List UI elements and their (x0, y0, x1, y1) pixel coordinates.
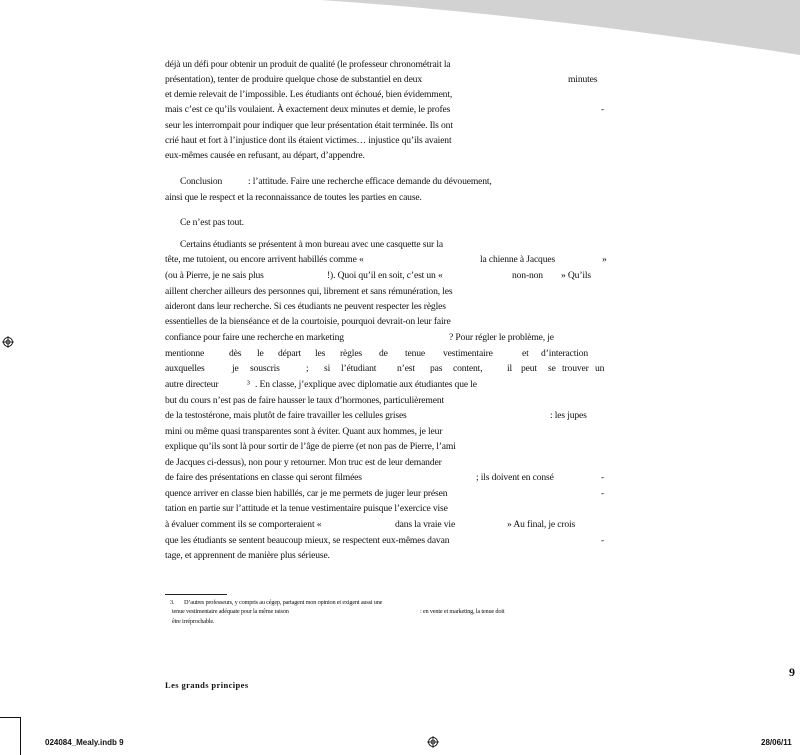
text-segment: aideront dans leur recherche. Si ces étudiants ne peuvent respecter les règles (165, 301, 446, 312)
crop-mark (0, 717, 20, 718)
text-segment: vestimentaire (443, 348, 493, 359)
text-segment: ainsi que le respect et la reconnaissance de toutes les parties en cause. (165, 192, 422, 203)
text-segment: règles (340, 348, 363, 359)
text-segment: l’étudiant (341, 363, 377, 374)
text-segment: Ce n’est pas tout. (180, 217, 244, 228)
text-segment: mentionne (165, 348, 205, 359)
footnote-marker: 3. (170, 599, 175, 606)
text-segment: : les jupes (550, 410, 587, 421)
text-segment: explique qu’ils sont là pour sortir de l’âge de pierre (et non pas de Pierre, l’ami (165, 441, 456, 452)
text-segment: je (232, 363, 239, 374)
text-segment: content, (453, 363, 483, 374)
text-segment: tête, me tutoient, ou encore arrivent habillés comme « (165, 254, 364, 265)
text-segment: si (324, 363, 331, 374)
text-segment: : l’attitude. Faire une recherche efficace demande du dévouement, (248, 176, 492, 187)
text-segment: de (379, 348, 388, 359)
text-segment: dans la vraie vie (395, 519, 456, 530)
text-segment: peut (521, 363, 537, 374)
footnote-line: être irréprochable. (172, 618, 215, 625)
text-segment: quence arriver en classe bien habillés, car je me permets de juger leur présen (165, 488, 448, 499)
text-segment: les (315, 348, 326, 359)
text-segment: trouver (562, 363, 589, 374)
text-segment: !). Quoi qu’il en soit, c’est un « (327, 270, 443, 281)
text-segment: un (595, 363, 605, 374)
text-segment: il (507, 363, 513, 374)
text-segment: mais c’est ce qu’ils voulaient. À exactement deux minutes et demie, le profes (165, 104, 451, 115)
footnote-line: D’autres professeurs, y compris au cégep, partagent mon opinion et exigent aussi une (184, 599, 383, 606)
text-segment: tenue (405, 348, 426, 359)
text-segment: - (601, 488, 605, 499)
text-segment: non-non (512, 270, 543, 281)
text-segment: confiance pour faire une recherche en marketing (165, 332, 344, 343)
text-segment: eux-mêmes causée en refusant, au départ, d’appendre. (165, 150, 365, 161)
text-segment: de Jacques ci-dessus), non pour y retourner. Mon truc est de leur demander (165, 457, 442, 468)
text-segment: autre directeur (165, 379, 219, 390)
text-segment: et (522, 348, 529, 359)
text-segment: - (601, 535, 605, 546)
text-segment: de faire des présentations en classe qui seront filmées (165, 472, 362, 483)
footnote-rule (165, 594, 227, 595)
text-segment: - (601, 104, 605, 115)
slug-date: 28/06/11 (761, 738, 792, 747)
text-segment: pas (430, 363, 443, 374)
text-segment: se (548, 363, 556, 374)
slug-filename: 024084_Mealy.indb 9 (45, 738, 124, 747)
text-segment: ? Pour régler le problème, je (449, 332, 554, 343)
page-number: 9 (789, 665, 795, 679)
footnote-line: tenue vestimentaire adéquate pour la même raison (172, 608, 289, 615)
footnote-line: : en vente et marketing, la tenue doit (420, 608, 505, 615)
text-segment: que les étudiants se sentent beaucoup mieux, se respectent eux-mêmes davan (165, 535, 450, 546)
text-segment: » Au final, je crois (507, 519, 576, 530)
registration-mark-icon (2, 336, 14, 348)
text-segment: minutes (568, 74, 598, 85)
text-segment: présentation), tenter de produire quelque chose de substantiel en deux (165, 74, 422, 85)
running-title: Les grands principes (165, 680, 249, 690)
text-segment: (ou à Pierre, je ne sais plus (165, 270, 264, 281)
header-swoosh (0, 0, 800, 60)
text-segment: essentielles de la bienséance et de la courtoisie, pourquoi devrait-on leur faire (165, 316, 451, 327)
text-segment: ; (306, 363, 309, 374)
text-segment: n’est (397, 363, 415, 374)
text-segment: mini ou même quasi transparentes sont à éviter. Quant aux hommes, je leur (165, 426, 443, 437)
text-segment: Conclusion (180, 176, 223, 187)
text-segment: à évaluer comment ils se comporteraient « (165, 519, 322, 530)
text-segment: souscris (250, 363, 280, 374)
text-segment: . En classe, j’explique avec diplomatie aux étudiantes que le (255, 379, 477, 390)
registration-mark-icon (427, 736, 439, 748)
text-segment: auxquelles (165, 363, 205, 374)
text-segment: d’interaction (541, 348, 589, 359)
text-segment: la chienne à Jacques (480, 254, 556, 265)
text-segment: Certains étudiants se présentent à mon bureau avec une casquette sur la (180, 239, 443, 250)
text-segment: départ (278, 348, 302, 359)
text-segment: de la testostérone, mais plutôt de faire travailler les cellules grises (165, 410, 407, 421)
crop-mark (20, 717, 21, 755)
text-segment: le (257, 348, 264, 359)
text-segment: » (602, 254, 607, 265)
text-segment: » Qu’ils (561, 270, 591, 281)
text-segment: crié haut et fort à l’injustice dont ils étaient victimes… injustice qu’ils avaient (165, 135, 452, 146)
text-segment: dès (229, 348, 242, 359)
text-segment: - (601, 472, 605, 483)
text-segment: aillent chercher ailleurs des personnes qui, librement et sans rémunération, les (165, 286, 453, 297)
text-segment: seur les interrompait pour indiquer que leur présentation était terminée. Ils ont (165, 120, 453, 131)
text-segment: ³ (247, 379, 250, 390)
text-segment: et demie relevait de l’impossible. Les étudiants ont échoué, bien évidemment, (165, 89, 453, 100)
text-segment: tage, et apprennent de manière plus sérieuse. (165, 550, 330, 561)
text-segment: ; ils doivent en consé (476, 472, 554, 483)
text-segment: tation en partie sur l’attitude et la tenue vestimentaire puisque l’exercice vise (165, 503, 448, 514)
text-segment: but du cours n’est pas de faire hausser le taux d’hormones, particulièrement (165, 395, 444, 406)
text-segment: déjà un défi pour obtenir un produit de qualité (le professeur chronométrait la (165, 59, 451, 70)
